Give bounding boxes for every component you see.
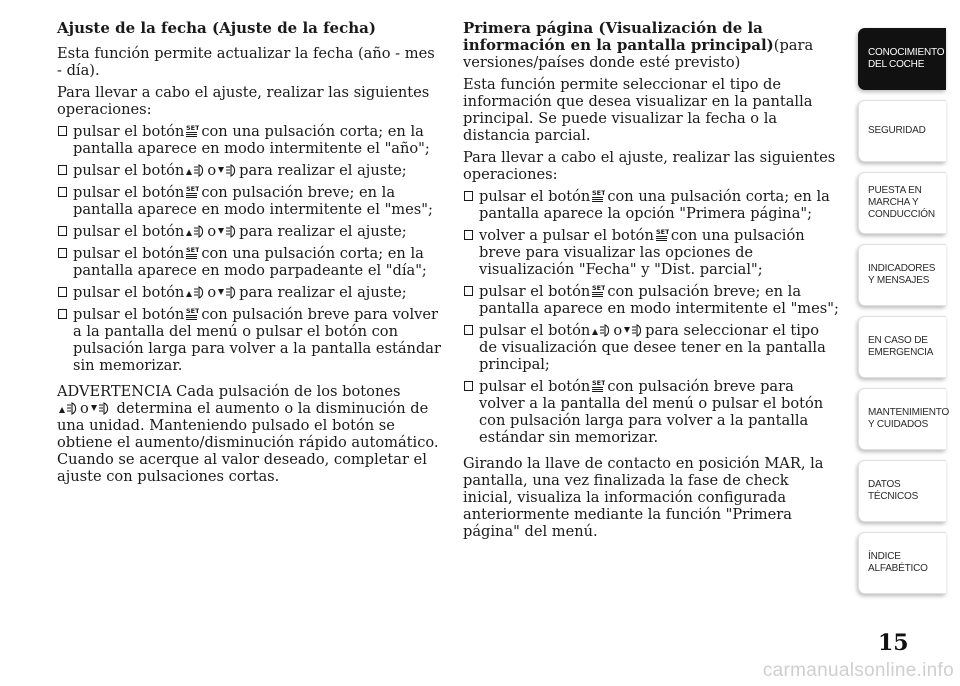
down-button-icon — [218, 163, 237, 178]
set-button-icon — [592, 284, 605, 299]
steps-list — [57, 123, 442, 374]
checkbox-bullet-icon — [58, 165, 67, 175]
chapter-tab[interactable]: PUESTA EN MARCHA Y CONDUCCIÓN — [858, 172, 946, 234]
chapter-tab[interactable]: ÍNDICE ALFABÉTICO — [858, 532, 946, 594]
steps-list — [463, 188, 841, 446]
chapter-tab[interactable]: CONOCIMIENTO DEL COCHE — [858, 28, 946, 90]
step-item: pulsar el botón o para seleccionar el tipo de visualización que desee tener en la pantalla principal; — [463, 322, 841, 373]
step-item: pulsar el botón con una pulsación corta; en la pantalla aparece en modo intermitente el "año"; — [57, 123, 442, 157]
step-item: pulsar el botón o para realizar el ajuste; — [57, 284, 442, 301]
section-title-first-page: Primera página (Visualización de la información en la pantalla principal)(para versiones/países donde esté previsto) — [463, 19, 814, 71]
right-column — [463, 20, 841, 545]
checkbox-bullet-icon — [464, 230, 473, 240]
closing-text: Girando la llave de contacto en posición MAR, la pantalla, una vez finalizada la fase de check inicial, visualiza la información configurada anteriormente mediante la función "Primera página" del menú. — [463, 455, 824, 540]
chapter-tab[interactable]: SEGURIDAD — [858, 100, 946, 162]
up-button-icon — [59, 401, 78, 416]
checkbox-bullet-icon — [58, 187, 67, 197]
checkbox-bullet-icon — [58, 226, 67, 236]
watermark: carmanualsonline.info — [762, 660, 954, 681]
up-button-icon — [592, 323, 611, 338]
checkbox-bullet-icon — [464, 286, 473, 296]
set-button-icon — [186, 246, 199, 261]
step-item: pulsar el botón con una pulsación corta; en la pantalla aparece la opción "Primera página"; — [463, 188, 841, 222]
page-number: 15 — [878, 630, 909, 656]
step-item: pulsar el botón con pulsación breve para volver a la pantalla del menú o pulsar el botón con pulsación larga para volver a la pantalla estándar sin memorizar. — [463, 378, 841, 446]
down-button-icon — [218, 285, 237, 300]
intro-text: Esta función permite actualizar la fecha (año - mes - día). — [57, 45, 435, 79]
step-item: pulsar el botón con pulsación breve; en la pantalla aparece en modo intermitente el "mes"; — [463, 283, 841, 317]
chapter-sidebar — [858, 28, 950, 604]
checkbox-bullet-icon — [464, 191, 473, 201]
chapter-tab[interactable]: EN CASO DE EMERGENCIA — [858, 316, 946, 378]
step-item: pulsar el botón con pulsación breve; en la pantalla aparece en modo intermitente el "mes"; — [57, 184, 442, 218]
warning-text: ADVERTENCIA Cada pulsación de los botones o determina el aumento o la disminución de una unidad. Manteniendo pulsado el botón se obtiene el aumento/disminución rápido automático. Cuando se acerque al valor deseado, completar el ajuste con pulsaciones cortas. — [57, 383, 439, 485]
step-item: pulsar el botón con pulsación breve para volver a la pantalla del menú o pulsar el botón con pulsación larga para volver a la pantalla estándar sin memorizar. — [57, 306, 442, 374]
checkbox-bullet-icon — [58, 287, 67, 297]
intro-text: Para llevar a cabo el ajuste, realizar las siguientes operaciones: — [57, 84, 430, 118]
left-column — [57, 20, 442, 490]
chapter-tab[interactable]: DATOS TÉCNICOS — [858, 460, 946, 522]
down-button-icon — [218, 224, 237, 239]
step-item: pulsar el botón o para realizar el ajuste; — [57, 162, 442, 179]
intro-text: Para llevar a cabo el ajuste, realizar las siguientes operaciones: — [463, 149, 836, 183]
checkbox-bullet-icon — [58, 248, 67, 258]
step-item: pulsar el botón o para realizar el ajuste; — [57, 223, 442, 240]
section-title-date: Ajuste de la fecha (Ajuste de la fecha) — [57, 19, 376, 37]
up-button-icon — [186, 224, 205, 239]
up-button-icon — [186, 163, 205, 178]
checkbox-bullet-icon — [58, 126, 67, 136]
chapter-tab[interactable]: MANTENIMIENTO Y CUIDADOS — [858, 388, 946, 450]
checkbox-bullet-icon — [58, 309, 67, 319]
checkbox-bullet-icon — [464, 381, 473, 391]
step-item: volver a pulsar el botón con una pulsación breve para visualizar las opciones de visualización "Fecha" y "Dist. parcial"; — [463, 227, 841, 278]
step-item: pulsar el botón con una pulsación corta; en la pantalla aparece en modo parpadeante el "día"; — [57, 245, 442, 279]
up-button-icon — [186, 285, 205, 300]
chapter-tab[interactable]: INDICADORES Y MENSAJES — [858, 244, 946, 306]
set-button-icon — [592, 379, 605, 394]
set-button-icon — [656, 228, 669, 243]
set-button-icon — [186, 185, 199, 200]
checkbox-bullet-icon — [464, 325, 473, 335]
down-button-icon — [91, 401, 110, 416]
down-button-icon — [624, 323, 643, 338]
set-button-icon — [592, 189, 605, 204]
intro-text: Esta función permite seleccionar el tipo de información que desea visualizar en la pantalla principal. Se puede visualizar la fecha o la distancia parcial. — [463, 76, 813, 144]
set-button-icon — [186, 307, 199, 322]
set-button-icon — [186, 124, 199, 139]
